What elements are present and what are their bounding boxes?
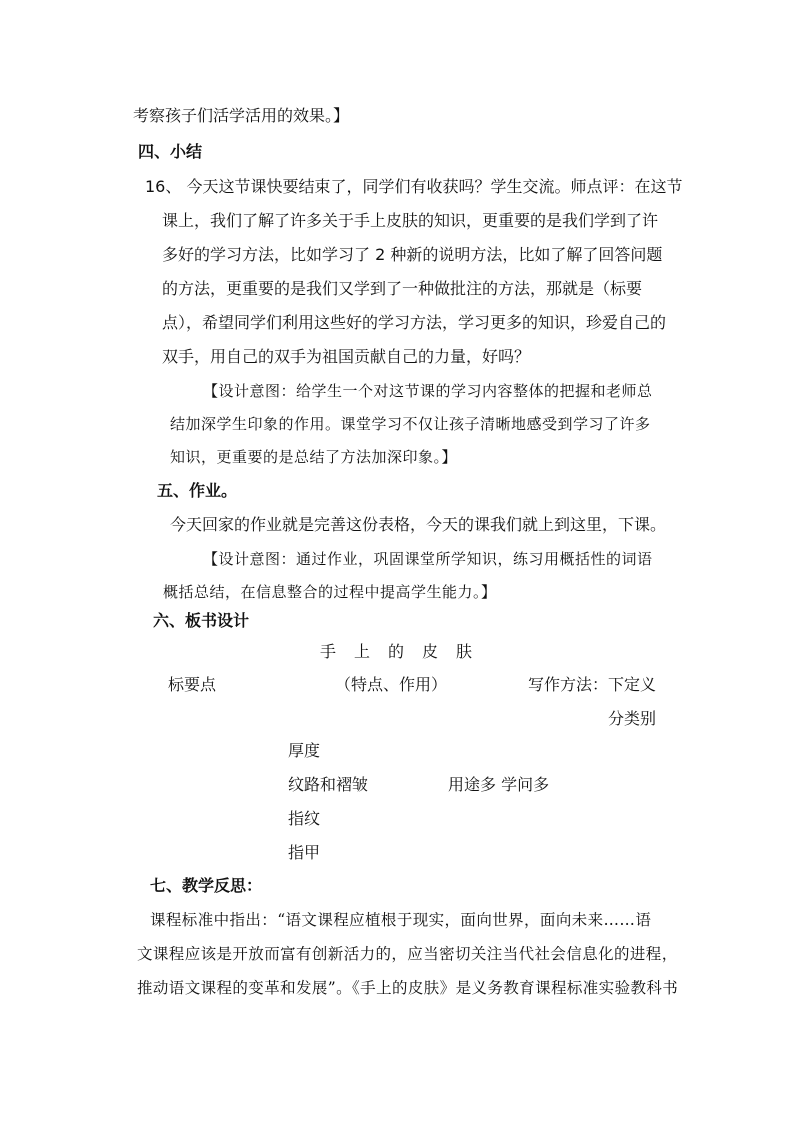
reflection-line: 文课程应该是开放而富有创新活力的，应当密切关注当代社会信息化的进程， <box>137 945 678 963</box>
section-heading-board: 六、板书设计 <box>153 611 250 630</box>
board-writing-method: 写作方法：下定义 <box>528 675 657 694</box>
section-heading-reflection: 七、教学反思： <box>150 876 263 895</box>
board-item: 指纹 <box>288 809 321 828</box>
paragraph-line: 的方法，更重要的是我们又学到了一种做批注的方法，那就是（标要 <box>162 279 643 298</box>
board-classification: 分类别 <box>608 709 657 728</box>
section-heading-summary: 四、小结 <box>138 142 203 161</box>
design-intent-line: 知识，更重要的是总结了方法加深印象。】 <box>170 448 458 466</box>
board-item: 指甲 <box>288 843 321 862</box>
paragraph-line: 16、 今天这节课快要结束了，同学们有收获吗？学生交流。师点评：在这节 <box>145 177 683 196</box>
board-use-label: 用途多 学问多 <box>448 775 550 794</box>
reflection-line: 推动语文课程的变革和发展”。《手上的皮肤》是义务教育课程标准实验教科书 <box>137 979 679 997</box>
text-line: 考察孩子们活学活用的效果。】 <box>133 106 350 125</box>
board-item: 纹路和褶皱 <box>288 775 369 794</box>
design-intent-line: 【设计意图：给学生一个对这节课的学习内容整体的把握和老师总 <box>203 382 653 400</box>
section-heading-homework: 五、作业。 <box>157 481 238 500</box>
paragraph-line: 点），希望同学们利用这些好的学习方法，学习更多的知识，珍爱自己的 <box>162 313 667 332</box>
reflection-line: 课程标准中指出：“语文课程应植根于现实，面向世界，面向未来……语 <box>150 911 652 929</box>
board-title: 手上的皮肤 <box>320 642 491 661</box>
homework-text: 今天回家的作业就是完善这份表格，今天的课我们就上到这里，下课。 <box>170 515 667 534</box>
design-intent-line: 概括总结，在信息整合的过程中提高学生能力。】 <box>163 583 497 601</box>
paragraph-line: 课上，我们了解了许多关于手上皮肤的知识，更重要的是我们学到了许 <box>162 211 659 230</box>
design-intent-line: 【设计意图：通过作业，巩固课堂所学知识，练习用概括性的词语 <box>203 550 653 568</box>
board-item: 厚度 <box>288 741 321 760</box>
paragraph-line: 双手，用自己的双手为祖国贡献自己的力量，好吗？ <box>162 347 531 366</box>
design-intent-line: 结加深学生印象的作用。课堂学习不仅让孩子清晰地感受到学习了许多 <box>170 415 651 433</box>
paragraph-line: 多好的学习方法，比如学习了 2 种新的说明方法，比如了解了回答问题 <box>162 245 663 264</box>
board-mid-label: （特点、作用） <box>335 675 448 694</box>
board-left-label: 标要点 <box>168 675 217 694</box>
